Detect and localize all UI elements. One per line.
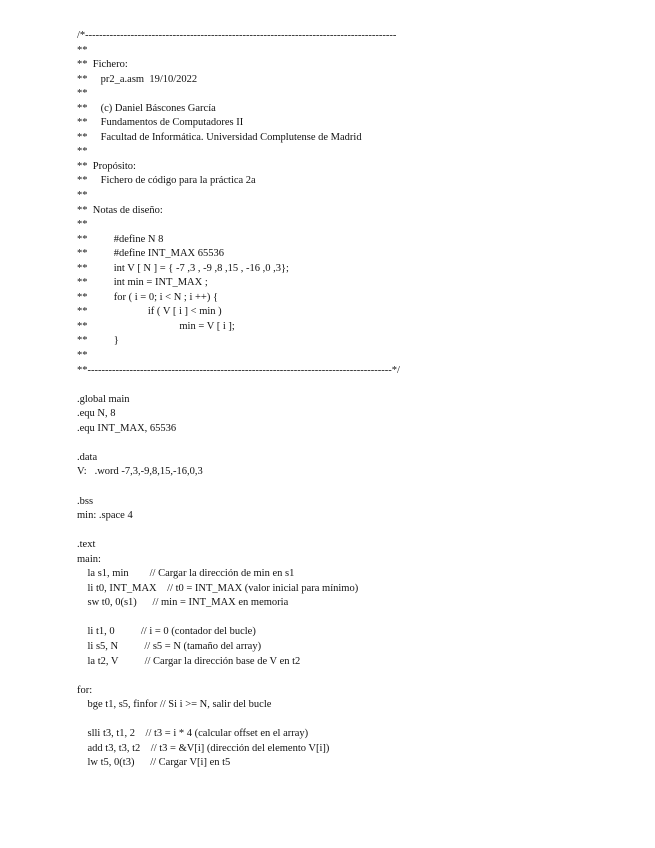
code-line: ** Propósito: (77, 160, 136, 172)
code-line: ** min = V [ i ]; (77, 320, 235, 332)
code-line: ** if ( V [ i ] < min ) (77, 306, 222, 318)
code-line: .bss (77, 495, 94, 507)
code-line: bge t1, s5, finfor // Si i >= N, salir del bucle (77, 699, 272, 711)
blank-line (77, 378, 637, 393)
code-line: ** #define N 8 (77, 233, 164, 245)
code-line: ** (77, 350, 88, 362)
code-line: **---------------------------------------------------------------------------------------*/ (77, 364, 400, 376)
code-line: add t3, t3, t2 // t3 = &V[i] (dirección del elemento V[i]) (77, 742, 330, 754)
code-line: li t0, INT_MAX // t0 = INT_MAX (valor inicial para mínimo) (77, 582, 359, 594)
code-line: li t1, 0 // i = 0 (contador del bucle) (77, 626, 256, 638)
code-line: .data (77, 451, 98, 463)
blank-line (77, 436, 637, 451)
code-line: ** Fundamentos de Computadores II (77, 117, 244, 129)
blank-line (77, 713, 637, 728)
code-line: li s5, N // s5 = N (tamaño del array) (77, 640, 262, 652)
code-line: ** pr2_a.asm 19/10/2022 (77, 73, 198, 85)
code-line: ** (77, 44, 88, 56)
blank-line (77, 480, 637, 495)
code-line: la t2, V // Cargar la dirección base de V en t2 (77, 655, 301, 667)
code-line: .equ INT_MAX, 65536 (77, 422, 177, 434)
code-line: ** int min = INT_MAX ; (77, 277, 208, 289)
code-line: slli t3, t1, 2 // t3 = i * 4 (calcular offset en el array) (77, 728, 309, 740)
code-line: ** Facultad de Informática. Universidad Complutense de Madrid (77, 131, 362, 143)
source-code-block (77, 29, 637, 771)
code-line: ** (c) Daniel Báscones García (77, 102, 216, 114)
code-line: min: .space 4 (77, 510, 133, 522)
blank-line (77, 524, 637, 539)
code-line: ** Fichero de código para la práctica 2a (77, 175, 256, 187)
code-line: ** Notas de diseño: (77, 204, 163, 216)
blank-line (77, 669, 637, 684)
code-line: /*----------------------------------------------------------------------------------------- (77, 30, 397, 41)
code-line: V: .word -7,3,-9,8,15,-16,0,3 (77, 466, 203, 478)
code-line: ** (77, 146, 88, 158)
code-line: .global main (77, 393, 130, 405)
code-line: ** Fichero: (77, 59, 128, 71)
code-line: .text (77, 539, 96, 551)
code-line: ** (77, 219, 88, 231)
code-line: ** (77, 88, 88, 100)
code-line: sw t0, 0(s1) // min = INT_MAX en memoria (77, 597, 289, 609)
code-line: lw t5, 0(t3) // Cargar V[i] en t5 (77, 757, 231, 769)
code-line: ** } (77, 335, 119, 347)
code-line: ** for ( i = 0; i < N ; i ++) { (77, 291, 219, 303)
code-line: ** (77, 190, 88, 202)
code-line: ** int V [ N ] = { -7 ,3 , -9 ,8 ,15 , -16 ,0 ,3}; (77, 262, 289, 274)
code-line: main: (77, 553, 101, 565)
code-line: ** #define INT_MAX 65536 (77, 248, 224, 260)
code-line: la s1, min // Cargar la dirección de min en s1 (77, 568, 295, 580)
code-line: .equ N, 8 (77, 408, 116, 420)
blank-line (77, 611, 637, 626)
code-line: for: (77, 684, 93, 696)
